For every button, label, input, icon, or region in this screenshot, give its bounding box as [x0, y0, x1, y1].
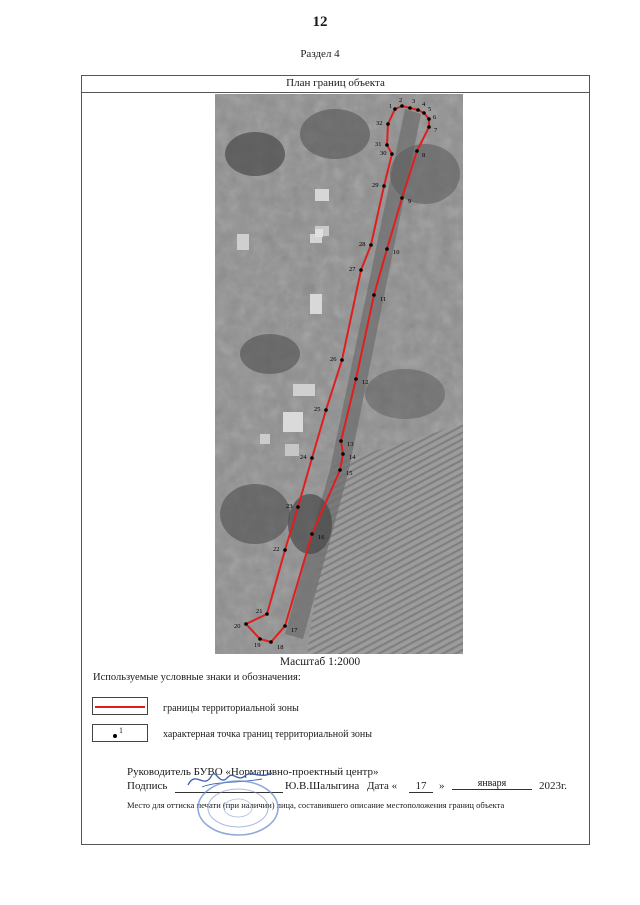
stamp-note: Место для оттиска печати (при наличии) лица, составившего описание местоположения границ объекта	[127, 800, 505, 810]
point-dot-icon	[113, 734, 117, 738]
stamp-seal-icon	[195, 778, 281, 838]
boundary-point	[400, 104, 404, 108]
date-year: 2023г.	[539, 780, 568, 792]
map-scale: Масштаб 1:2000	[279, 656, 361, 668]
boundary-point-label: 2	[399, 97, 403, 104]
boundary-point	[427, 117, 431, 121]
boundary-point-label: 9	[408, 198, 412, 205]
building	[310, 294, 322, 314]
boundary-point-label: 4	[422, 101, 426, 108]
date-month: января	[452, 778, 532, 790]
boundary-point	[386, 122, 390, 126]
boundary-point	[359, 268, 363, 272]
aerial-map	[215, 94, 463, 654]
boundary-point-label: 20	[234, 623, 241, 630]
boundary-point-label: 28	[359, 241, 366, 248]
boundary-point-label: 22	[273, 546, 280, 553]
boundary-point	[265, 612, 269, 616]
building	[237, 234, 249, 250]
boundary-point-label: 5	[428, 106, 432, 113]
boundary-point-label: 21	[256, 608, 263, 615]
boundary-point	[244, 622, 248, 626]
boundary-point-label: 13	[347, 441, 354, 448]
boundary-point	[382, 184, 386, 188]
boundary-point	[296, 505, 300, 509]
page-number: 12	[312, 14, 328, 30]
boundary-point-label: 30	[380, 150, 387, 157]
boundary-point	[393, 107, 397, 111]
boundary-point	[385, 247, 389, 251]
legend-point-label: характерная точка границ территориальной зоны	[163, 729, 372, 740]
plan-title: План границ объекта	[81, 75, 590, 93]
legend-point-symbol	[92, 724, 148, 742]
boundary-point	[372, 293, 376, 297]
date-day: 17	[409, 780, 433, 793]
boundary-point	[283, 624, 287, 628]
boundary-point	[369, 243, 373, 247]
date-label: Дата «	[367, 780, 398, 792]
boundary-point	[310, 532, 314, 536]
boundary-point	[354, 377, 358, 381]
boundary-point	[340, 358, 344, 362]
building	[260, 434, 270, 444]
boundary-point-label: 29	[372, 182, 379, 189]
boundary-point	[390, 152, 394, 156]
boundary-point-label: 14	[349, 454, 356, 461]
boundary-point	[338, 468, 342, 472]
boundary-point	[415, 149, 419, 153]
boundary-point-label: 16	[318, 534, 325, 541]
legend-heading: Используемые условные знаки и обозначения:	[93, 672, 301, 683]
boundary-point	[408, 106, 412, 110]
boundary-point-label: 6	[433, 114, 437, 121]
boundary-point	[400, 196, 404, 200]
legend-point-number: 1	[119, 726, 123, 735]
date-mid: »	[439, 780, 445, 792]
section-title: Раздел 4	[300, 48, 340, 60]
head-title: Руководитель БУВО «Нормативно-проектный центр»	[127, 766, 379, 778]
signer-name: Ю.В.Шалыгина	[285, 780, 360, 792]
boundary-point	[324, 408, 328, 412]
boundary-point-label: 3	[412, 98, 416, 105]
boundary-point-label: 24	[300, 454, 307, 461]
building	[283, 412, 303, 432]
boundary-point	[283, 548, 287, 552]
boundary-point-label: 23	[286, 503, 293, 510]
boundary-point-label: 15	[346, 470, 353, 477]
boundary-point-label: 8	[422, 152, 426, 159]
boundary-point-label: 11	[380, 296, 387, 303]
boundary-point-label: 32	[376, 120, 383, 127]
boundary-point	[258, 637, 262, 641]
boundary-point-label: 10	[393, 249, 400, 256]
boundary-point	[341, 452, 345, 456]
boundary-point-label: 27	[349, 266, 356, 273]
sign-label: Подпись	[127, 780, 168, 792]
boundary-point-label: 1	[389, 103, 393, 110]
boundary-point-label: 12	[362, 379, 369, 386]
boundary-point-label: 25	[314, 406, 321, 413]
building	[315, 189, 329, 201]
building	[285, 444, 299, 456]
boundary-point-label: 17	[291, 627, 298, 634]
boundary-point-label: 18	[277, 644, 284, 651]
legend-line-label: границы территориальной зоны	[163, 703, 299, 714]
boundary-point	[310, 456, 314, 460]
boundary-point-label: 19	[254, 642, 261, 649]
boundary-point	[385, 143, 389, 147]
boundary-point-label: 26	[330, 356, 337, 363]
boundary-point	[416, 108, 420, 112]
boundary-point	[422, 111, 426, 115]
boundary-point	[339, 439, 343, 443]
boundary-point-label: 31	[375, 141, 382, 148]
legend-line-symbol	[92, 697, 148, 715]
boundary-point-label: 7	[434, 127, 438, 134]
building	[293, 384, 315, 396]
boundary-point	[427, 125, 431, 129]
boundary-point	[269, 640, 273, 644]
